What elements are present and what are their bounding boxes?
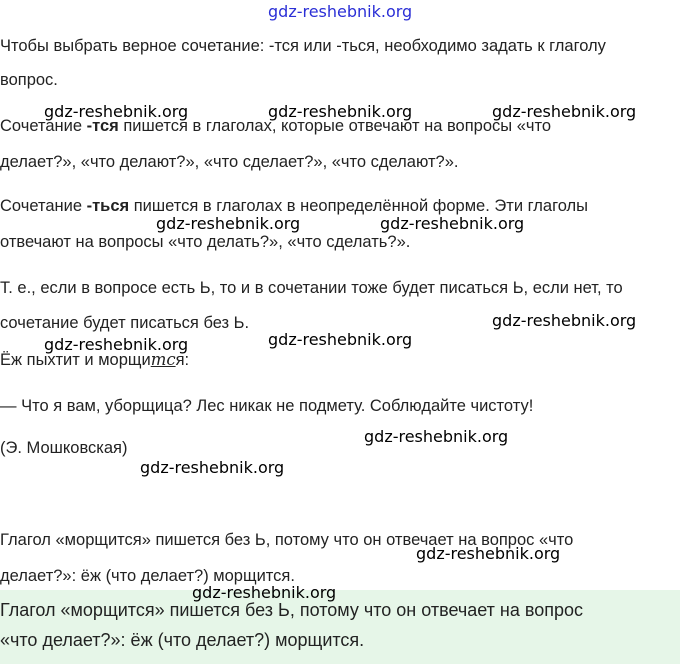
watermark: gdz-reshebnik.org — [364, 427, 509, 446]
watermark: gdz-reshebnik.org — [492, 311, 637, 330]
answer-box — [0, 590, 680, 664]
watermark: gdz-reshebnik.org — [492, 102, 637, 121]
text-line-1: Чтобы выбрать верное сочетание: -тся или -ться, необходимо задать к глаголу — [0, 37, 606, 55]
text-span: Ёж пыхтит и морщи — [0, 351, 151, 369]
text-line-4: делает?», «что делают?», «что сделает?», «что сделают?». — [0, 153, 459, 171]
text-span: Сочетание — [0, 117, 87, 135]
text-line-5 — [0, 196, 588, 216]
text-span: я: — [175, 351, 190, 369]
text-line-2: вопрос. — [0, 71, 58, 89]
watermark: gdz-reshebnik.org — [268, 330, 413, 349]
text-line-7: Т. е., если в вопросе есть Ь, то и в сочетании тоже будет писаться Ь, если нет, то — [0, 279, 623, 297]
text-line-13: делает?»: ёж (что делает?) морщится. — [0, 567, 295, 585]
watermark: gdz-reshebnik.org — [380, 214, 525, 233]
text-span: пишется в глаголах, которые отвечают на вопросы «что — [118, 117, 552, 135]
answer-line-1: Глагол «морщится» пишется без Ь, потому что он отвечает на вопрос — [0, 600, 583, 620]
text-span: Сочетание — [0, 197, 87, 215]
text-span: пишется в глаголах в неопределённой форме. Эти глаголы — [129, 197, 589, 215]
watermark: gdz-reshebnik.org — [268, 102, 413, 121]
text-line-6: отвечают на вопросы «что делать?», «что сделать?». — [0, 233, 411, 251]
poem-author: (Э. Мошковская) — [0, 439, 128, 457]
watermark: gdz-reshebnik.org — [416, 544, 561, 563]
watermark: gdz-reshebnik.org — [140, 458, 285, 477]
poem-line-2: — Что я вам, уборщица? Лес никак не подмету. Соблюдайте чистоту! — [0, 397, 534, 415]
watermark: gdz-reshebnik.org — [44, 102, 189, 121]
watermark: gdz-reshebnik.org — [156, 214, 301, 233]
suffix-tsya: -тся — [86, 117, 119, 135]
watermark: gdz-reshebnik.org — [268, 2, 413, 21]
text-line-8: сочетание будет писаться без Ь. — [0, 314, 250, 332]
suffix-tsya-soft: -ться — [86, 197, 130, 215]
handwritten-insert: тс — [150, 350, 176, 369]
watermark: gdz-reshebnik.org — [44, 335, 189, 354]
text-line-12: Глагол «морщится» пишется без Ь, потому что он отвечает на вопрос «что — [0, 531, 574, 549]
answer-line-2: «что делает?»: ёж (что делает?) морщится. — [0, 630, 365, 650]
watermark: gdz-reshebnik.org — [192, 583, 337, 602]
